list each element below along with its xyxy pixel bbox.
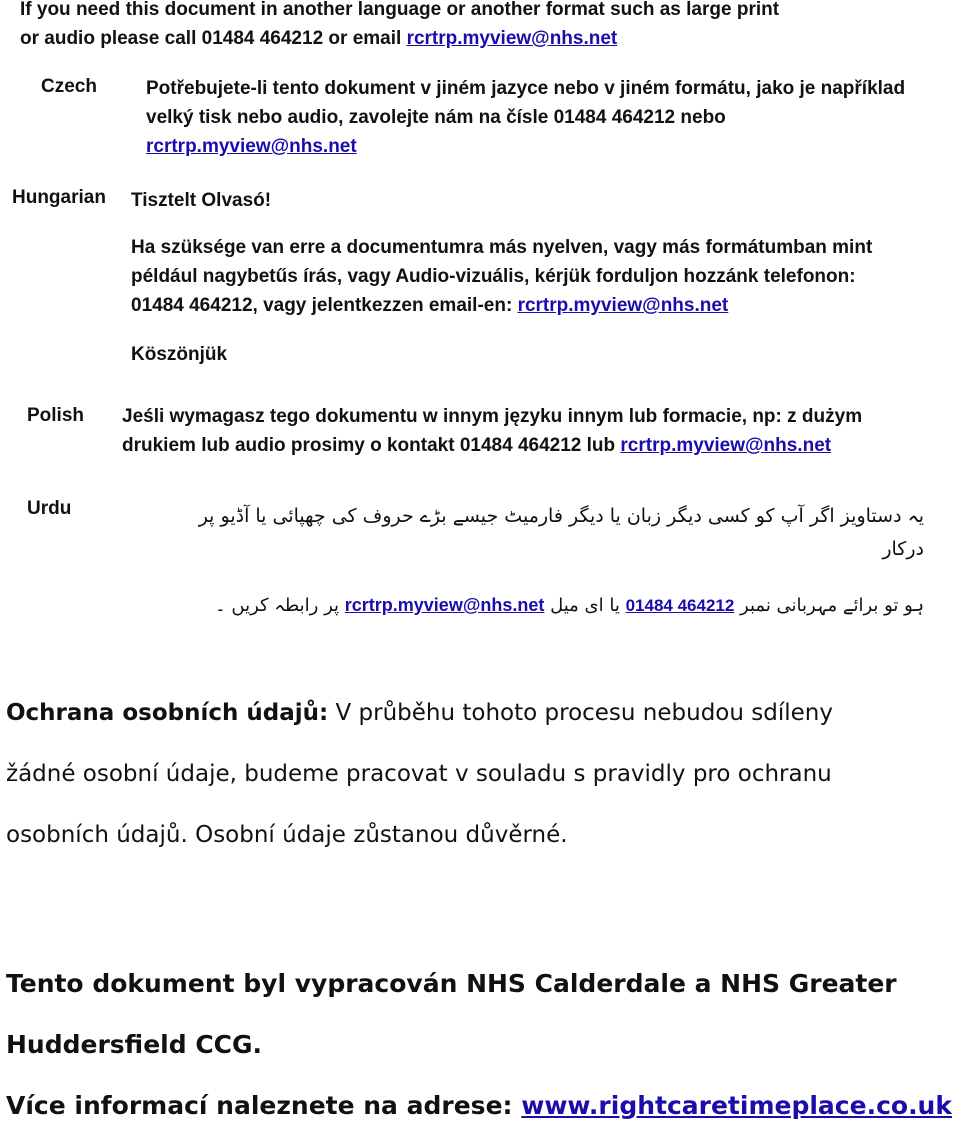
hungarian-line-1: Ha szüksége van erre a documentumra más nyelven, vagy más formátumban mint [131, 237, 873, 258]
czech-line-1: Potřebujete-li tento dokument v jiném jazyce nebo v jiném formátu, jako je například [146, 78, 906, 99]
privacy-heading: Ochrana osobních údajů: [6, 700, 329, 726]
urdu-line-2: درکار [882, 538, 924, 560]
urdu-line-3-mid: یا ای میل [550, 595, 620, 616]
header-email-link[interactable]: rcrtrp.myview@nhs.net [406, 28, 618, 49]
polish-line-1: Jeśli wymagasz tego dokumentu w innym języku innym lub formacie, np: z dużym [122, 406, 863, 427]
hungarian-label: Hungarian [12, 187, 106, 208]
hungarian-closing: Köszönjük [131, 344, 228, 365]
hungarian-email-link[interactable]: rcrtrp.myview@nhs.net [517, 295, 729, 316]
footer-line-3 [6, 1075, 956, 1136]
footer-line-2: Huddersfield CCG. [6, 1030, 263, 1059]
header-line-2 [20, 25, 617, 52]
privacy-block [6, 683, 946, 866]
hungarian-line-3-text: 01484 464212, vagy jelentkezzen email-en: [131, 295, 518, 316]
polish-line-2-text: drukiem lub audio prosimy o kontakt 01484 464212 lub [122, 435, 621, 456]
privacy-line-1 [6, 683, 946, 744]
hungarian-greeting: Tisztelt Olvasó! [131, 190, 272, 211]
urdu-line-1: یہ دستاویز اگر آپ کو کسی دیگر زبان یا دیگر فارمیٹ جیسے بڑے حروف کی چھپائی یا آڈیو پر [198, 505, 924, 527]
privacy-line-3: osobních údajů. Osobní údaje zůstanou důvěrné. [6, 822, 568, 848]
hungarian-line-2: például nagybetűs írás, vagy Audio-vizuális, kérjük forduljon hozzánk telefonon: [131, 266, 856, 287]
urdu-email-link[interactable]: rcrtrp.myview@nhs.net [344, 595, 545, 615]
footer-url-link[interactable]: www.rightcaretimeplace.co.uk [521, 1091, 952, 1120]
privacy-line-2: žádné osobní údaje, budeme pracovat v souladu s pravidly pro ochranu [6, 761, 832, 787]
czech-label: Czech [41, 76, 97, 97]
polish-email-link[interactable]: rcrtrp.myview@nhs.net [620, 435, 832, 456]
urdu-line-3 [94, 591, 924, 620]
hungarian-line-3 [131, 291, 872, 320]
urdu-label: Urdu [27, 498, 72, 519]
footer-block [6, 953, 956, 1136]
polish-line-2 [122, 431, 862, 460]
privacy-line-1-text: V průběhu tohoto procesu nebudou sdíleny [328, 700, 833, 726]
czech-line-2: velký tisk nebo audio, zavolejte nám na čísle 01484 464212 nebo [146, 107, 726, 128]
urdu-line-3-start: ہو تو برائے مہربانی نمبر [740, 595, 924, 616]
czech-text [146, 74, 905, 161]
polish-text [122, 402, 862, 460]
czech-email-link[interactable]: rcrtrp.myview@nhs.net [146, 136, 357, 157]
footer-line-1: Tento dokument byl vypracován NHS Calderdale a NHS Greater [6, 969, 897, 998]
urdu-phone-link[interactable]: 01484 464212 [625, 596, 735, 615]
urdu-line-3-end: پر رابطہ کریں ۔ [215, 595, 340, 616]
hungarian-text [131, 233, 872, 320]
polish-label: Polish [27, 405, 85, 426]
header-line-1: If you need this document in another language or another format such as large print [20, 0, 780, 20]
header-line-2-text: or audio please call 01484 464212 or email [20, 28, 407, 49]
footer-line-3-text: Více informací naleznete na adrese: [6, 1091, 522, 1120]
